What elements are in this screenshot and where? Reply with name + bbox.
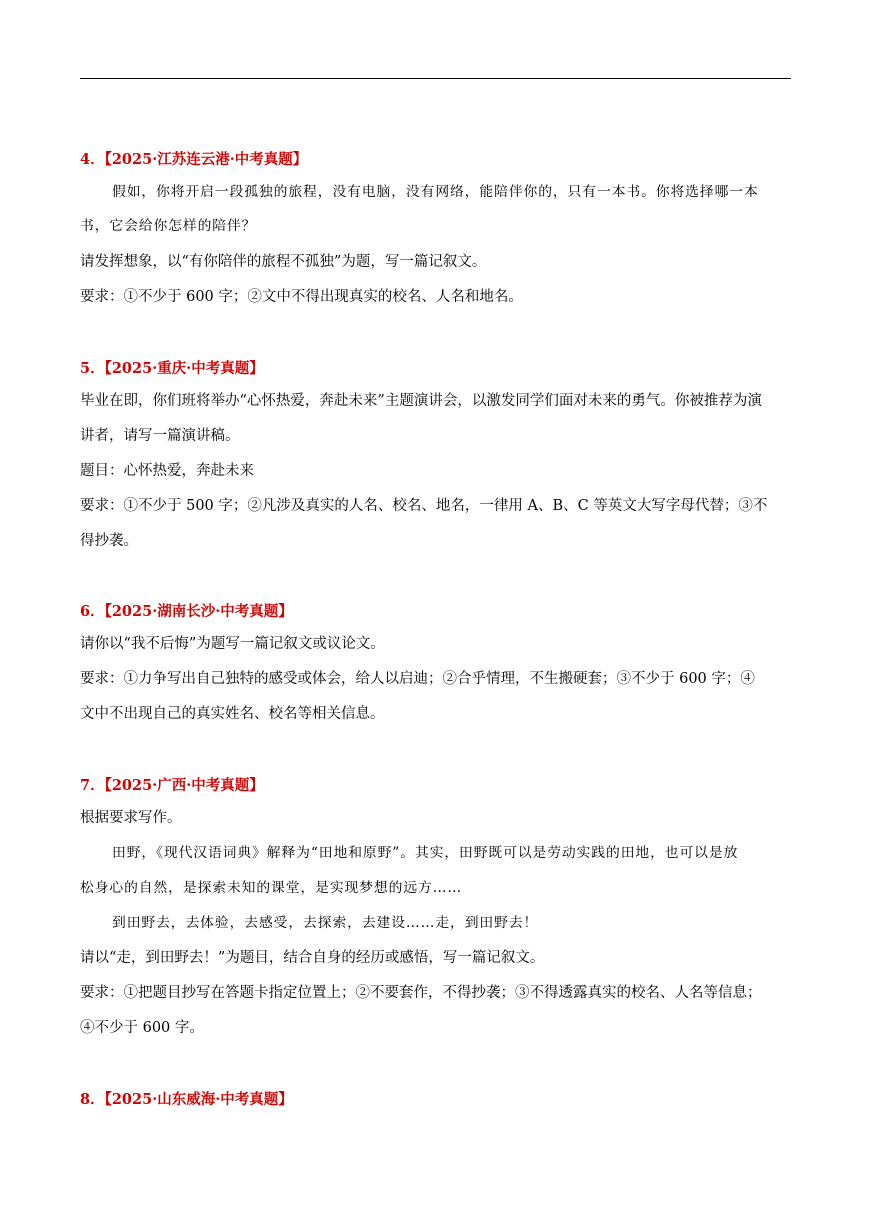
question-source: 【2025·湖南长沙·中考真题】	[104, 603, 293, 620]
question-source: 【2025·江苏连云港·中考真题】	[104, 151, 308, 168]
question-source: 【2025·重庆·中考真题】	[104, 360, 264, 377]
question-source: 【2025·广西·中考真题】	[104, 777, 264, 794]
question-7-line-2: 田野，《现代汉语词典》解释为“田地和原野”。其实，田野既可以是劳动实践的田地，也可以是放	[112, 845, 739, 861]
question-number: 4．	[80, 151, 105, 168]
question-4-line-3: 请发挥想象，以“有你陪伴的旅程不孤独”为题，写一篇记叙文。	[80, 254, 487, 270]
question-number: 8．	[80, 1091, 105, 1108]
question-source: 【2025·山东威海·中考真题】	[104, 1091, 293, 1108]
question-6-line-1: 请你以“我不后悔”为题写一篇记叙文或议论文。	[80, 636, 385, 652]
question-5-line-4: 要求：①不少于 500 字；②凡涉及真实的人名、校名、地名，一律用 A、B、C 等英文大写字母代替；③不	[80, 498, 768, 514]
question-8-heading	[80, 1088, 293, 1109]
question-5-heading	[80, 357, 264, 378]
question-5-line-3: 题目：心怀热爱，奔赴未来	[80, 463, 254, 479]
question-7-heading	[80, 774, 264, 795]
question-5-line-5: 得抄袭。	[80, 533, 138, 549]
question-number: 7．	[80, 777, 105, 794]
question-7-line-5: 请以“走，到田野去！”为题目，结合自身的经历或感悟，写一篇记叙文。	[80, 950, 545, 966]
header-rule	[80, 78, 791, 79]
question-number: 6．	[80, 603, 105, 620]
question-4-line-2: 书，它会给你怎样的陪伴？	[80, 218, 257, 234]
question-7-line-3: 松身心的自然，是探索未知的课堂，是实现梦想的远方……	[80, 880, 463, 896]
question-6-line-3: 文中不出现自己的真实姓名、校名等相关信息。	[80, 706, 385, 722]
question-4-line-4: 要求：①不少于 600 字；②文中不得出现真实的校名、人名和地名。	[80, 289, 523, 305]
question-5-line-2: 讲者，请写一篇演讲稿。	[80, 428, 240, 444]
question-4-heading	[80, 148, 307, 169]
question-7-line-7: ④不少于 600 字。	[80, 1020, 204, 1036]
question-4-line-1: 假如，你将开启一段孤独的旅程，没有电脑，没有网络，能陪伴你的，只有一本书。你将选择哪一本	[112, 184, 759, 200]
question-7-line-1: 根据要求写作。	[80, 810, 182, 826]
question-5-line-1: 毕业在即，你们班将举办“心怀热爱，奔赴未来”主题演讲会，以激发同学们面对未来的勇气。你被推荐为演	[80, 393, 762, 409]
question-6-heading	[80, 600, 293, 621]
question-number: 5．	[80, 360, 105, 377]
question-6-line-2: 要求：①力争写出自己独特的感受或体会，给人以启迪；②合乎情理，不生搬硬套；③不少于 600 字；④	[80, 671, 755, 687]
question-7-line-4: 到田野去，去体验，去感受，去探索，去建设……走，到田野去！	[112, 915, 539, 931]
question-7-line-6: 要求：①把题目抄写在答题卡指定位置上；②不要套作，不得抄袭；③不得透露真实的校名、人名等信息；	[80, 985, 762, 1001]
